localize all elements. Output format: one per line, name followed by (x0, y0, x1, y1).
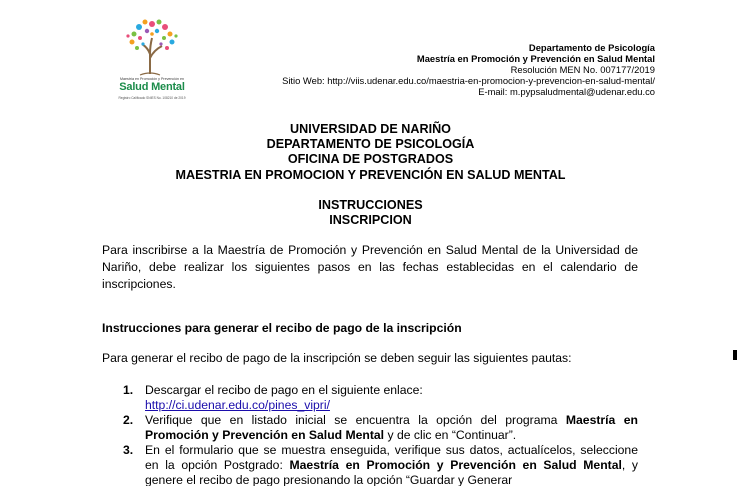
logo-sub-text: Registro Calificado SNIES No. 108210 de 2019 (118, 96, 186, 100)
tree-icon (112, 14, 192, 78)
department-name: Departamento de Psicología (528, 42, 655, 53)
step-text: Verifique que en listado inicial se encuentra la opción del programa (145, 413, 566, 427)
step-number: 2. (123, 413, 134, 427)
section-title: Instrucciones para generar el recibo de pago de la inscripción (102, 321, 462, 335)
payment-link[interactable]: http://ci.udenar.edu.co/pines_vipri/ (145, 398, 330, 412)
step-text: Descargar el recibo de pago en el siguiente enlace: (145, 383, 423, 397)
letterhead (282, 42, 655, 97)
intro-paragraph: Para inscribirse a la Maestría de Promoción y Prevención en Salud Mental de la Universidad de Nariño, debe realizar los siguientes pasos en las fechas establecidas en el calendario de inscripciones. (102, 243, 638, 291)
list-item (123, 383, 638, 413)
step-bold-text: Maestría en Promoción y Prevención en Salud Mental (145, 413, 638, 442)
logo-top-text: Maestría en Promoción y Prevención en (120, 77, 184, 81)
logo-title: Salud Mental (119, 81, 185, 93)
steps-list (123, 383, 638, 486)
program-logo (112, 14, 192, 102)
department-title: DEPARTAMENTO DE PSICOLOGÍA (266, 137, 475, 152)
university-title: UNIVERSIDAD DE NARIÑO (290, 122, 451, 136)
list-item (123, 413, 638, 443)
inscription-title: INSCRIPCION (329, 213, 412, 228)
website-line: Sitio Web: http://viis.udenar.edu.co/maestria-en-promocion-y-prevencion-en-salud-mental/ (282, 75, 655, 86)
step-text: En el formulario que se muestra enseguida, verifique sus datos, actualícelos, seleccione en la opción Postgrado: (145, 443, 638, 472)
step-text: , y genere el recibo de pago presionando la opción “Guardar y Generar (145, 458, 638, 486)
step-number: 1. (123, 383, 134, 397)
instructions-title: INSTRUCCIONES (318, 198, 423, 212)
section-paragraph: Para generar el recibo de pago de la inscripción se deben seguir las siguientes pautas: (102, 351, 572, 365)
program-name: Maestría en Promoción y Prevención en Salud Mental (416, 53, 655, 64)
email-line: E-mail: m.pypsaludmental@udenar.edu.co (478, 86, 655, 97)
program-title: MAESTRIA EN PROMOCION Y PREVENCIÓN EN SALUD MENTAL (175, 167, 566, 182)
document-titles (0, 122, 741, 183)
list-item (123, 443, 638, 486)
instructions-heading (0, 198, 741, 228)
resolution-line: Resolución MEN No. 007177/2019 (510, 64, 655, 75)
step-bold-text: Maestría en Promoción y Prevención en Salud Mental (289, 458, 622, 472)
step-number: 3. (123, 443, 134, 457)
office-title: OFICINA DE POSTGRADOS (287, 152, 454, 167)
step-text: y de clic en “Continuar”. (384, 428, 517, 442)
page-edge-mark (733, 350, 737, 360)
